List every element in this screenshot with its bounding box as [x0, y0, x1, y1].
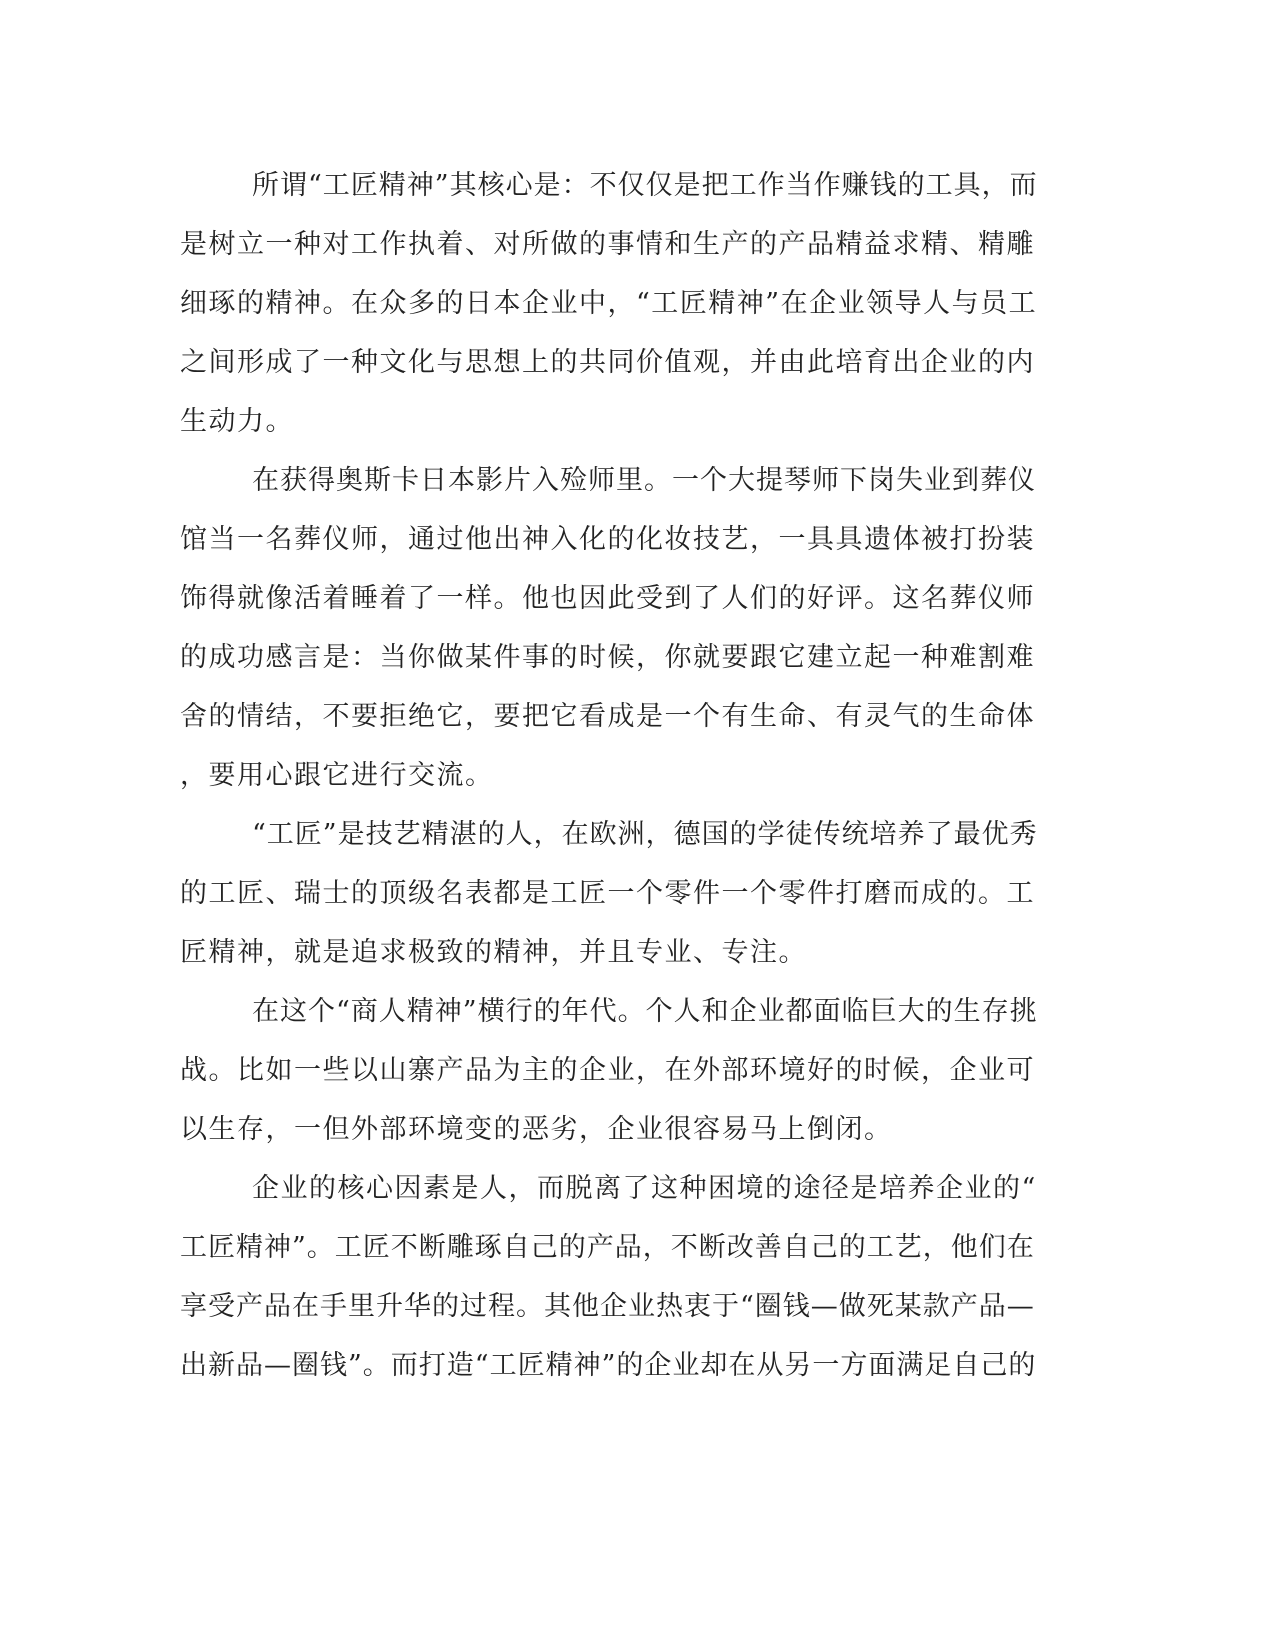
text-line: 所谓“工匠精神”其核心是：不仅仅是把工作当作赚钱的工具，而 — [252, 170, 1038, 201]
text-line: 匠精神，就是追求极致的精神，并且专业、专注。 — [180, 937, 807, 968]
text-line: 工匠精神”。工匠不断雕琢自己的产品，不断改善自己的工艺，他们在 — [180, 1232, 1035, 1263]
text-line: ，要用心跟它进行交流。 — [180, 760, 494, 791]
text-line: 的成功感言是：当你做某件事的时候，你就要跟它建立起一种难割难 — [180, 642, 1035, 673]
text-line: 馆当一名葬仪师，通过他出神入化的化妆技艺，一具具遗体被打扮装 — [180, 524, 1035, 555]
text-line: 在这个“商人精神”横行的年代。个人和企业都面临巨大的生存挑 — [252, 996, 1038, 1027]
body-text — [180, 156, 1040, 1395]
text-line: 以生存，一但外部环境变的恶劣，企业很容易马上倒闭。 — [180, 1114, 893, 1145]
text-line: 出新品—圈钱”。而打造“工匠精神”的企业却在从另一方面满足自己的 — [180, 1350, 1037, 1381]
text-line: 战。比如一些以山寨产品为主的企业，在外部环境好的时候，企业可 — [180, 1055, 1035, 1086]
text-line: 企业的核心因素是人，而脱离了这种困境的途径是培养企业的“ — [252, 1173, 1037, 1204]
text-line: 在获得奥斯卡日本影片入殓师里。一个大提琴师下岗失业到葬仪 — [252, 465, 1036, 496]
text-line: 饰得就像活着睡着了一样。他也因此受到了人们的好评。这名葬仪师 — [180, 583, 1035, 614]
text-line: 是树立一种对工作执着、对所做的事情和生产的产品精益求精、精雕 — [180, 229, 1035, 260]
text-line: 之间形成了一种文化与思想上的共同价值观，并由此培育出企业的内 — [180, 347, 1035, 378]
text-line: 的工匠、瑞士的顶级名表都是工匠一个零件一个零件打磨而成的。工 — [180, 878, 1035, 909]
text-line: 舍的情结，不要拒绝它，要把它看成是一个有生命、有灵气的生命体 — [180, 701, 1035, 732]
text-line: 享受产品在手里升华的过程。其他企业热衷于“圈钱—做死某款产品— — [180, 1291, 1035, 1322]
text-line: 细琢的精神。在众多的日本企业中，“工匠精神”在企业领导人与员工 — [180, 288, 1038, 319]
text-line: 生动力。 — [180, 406, 294, 437]
text-line: “工匠”是技艺精湛的人，在欧洲，德国的学徒传统培养了最优秀 — [252, 819, 1038, 850]
